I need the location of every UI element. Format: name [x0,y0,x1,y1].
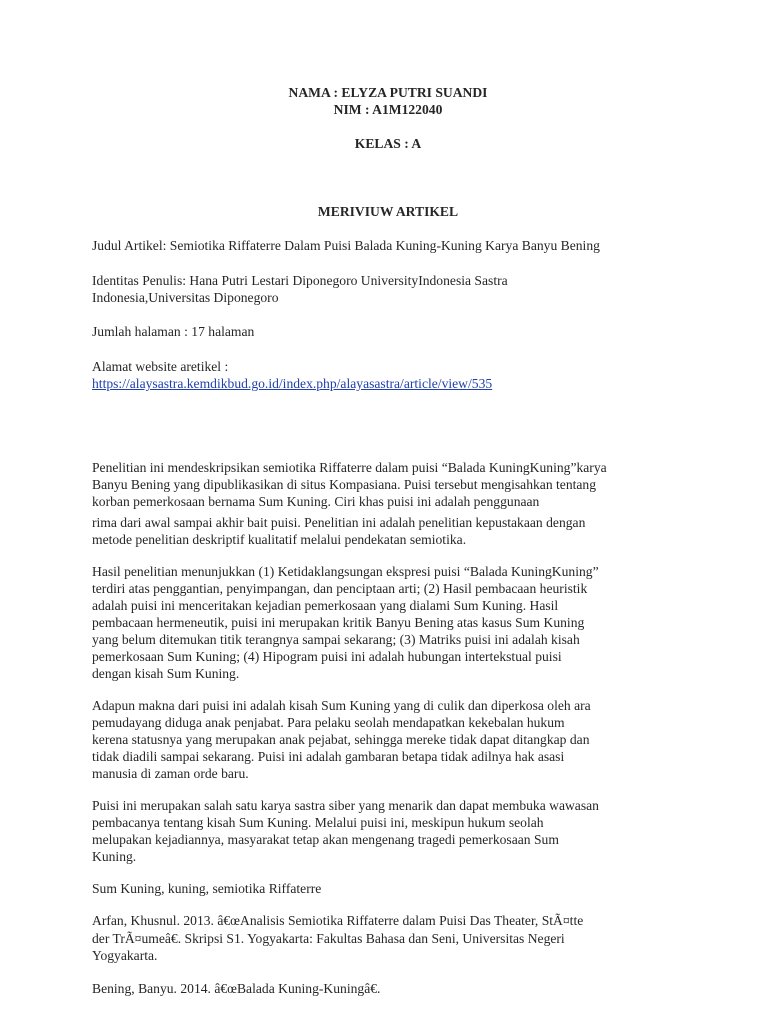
paragraph-2-line: pembacaan hermeneutik, puisi ini merupakan kritik Banyu Bening atas kasus Sum Kuning [92,615,585,630]
paragraph-1-line: metode penelitian deskriptif kualitatif melalui pendekatan semiotika. [92,532,467,547]
paragraph-4-line: Kuning. [92,849,137,864]
paragraph-3-line: tidak diadili sampai sekarang. Puisi ini adalah gambaran betapa tidak adilnya hak asasi [92,749,565,764]
student-class: KELAS : A [354,136,422,151]
paragraph-1-line: Banyu Bening yang dipublikasikan di situs Kompasiana. Puisi tersebut mengisahkan tentang [92,477,597,492]
reference-1-line: Yogyakarta. [92,948,158,963]
paragraph-1-line: Penelitian ini mendeskripsikan semiotika Riffaterre dalam puisi “Balada KuningKuning”karya [92,460,607,475]
paragraph-3-line: Adapun makna dari puisi ini adalah kisah Sum Kuning yang di culik dan diperkosa oleh ara [92,698,591,713]
author-identity-line2: Indonesia,Universitas Diponegoro [92,290,279,305]
article-link[interactable]: https://alaysastra.kemdikbud.go.id/index.php/alayasastra/article/view/535 [92,376,493,391]
keywords: Sum Kuning, kuning, semiotika Riffaterre [92,881,322,896]
paragraph-4-line: pembacanya tentang kisah Sum Kuning. Melalui puisi ini, meskipun hukum seolah [92,815,544,830]
paragraph-2-line: yang belum ditemukan titik terangnya sampai sekarang; (3) Matriks puisi ini adalah kisah [92,632,580,647]
paragraph-1-line: korban pemerkosaan bernama Sum Kuning. Ciri khas puisi ini adalah penggunaan [92,494,540,509]
paragraph-3-line: manusia di zaman orde baru. [92,766,249,781]
paragraph-2-line: Hasil penelitian menunjukkan (1) Ketidaklangsungan ekspresi puisi “Balada KuningKuning” [92,564,599,579]
page-count: Jumlah halaman : 17 halaman [92,324,255,339]
paragraph-2-line: dengan kisah Sum Kuning. [92,666,240,681]
paragraph-2-line: adalah puisi ini menceritakan kejadian pemerkosaan yang dialami Sum Kuning. Hasil [92,598,559,613]
author-identity-line1: Identitas Penulis: Hana Putri Lestari Diponegoro UniversityIndonesia Sastra [92,273,508,288]
student-name: NAMA : ELYZA PUTRI SUANDI [288,85,488,100]
paragraph-4-line: melupakan kejadiannya, masyarakat tetap akan mengenang tragedi pemerkosaan Sum [92,832,559,847]
paragraph-2-line: pemerkosaan Sum Kuning; (4) Hipogram puisi ini adalah hubungan intertekstual puisi [92,649,562,664]
paragraph-3-line: pemudayang diduga anak penjabat. Para pelaku seolah mendapatkan kekebalan hukum [92,715,565,730]
reference-1-line: der TrÃ¤umeâ€. Skripsi S1. Yogyakarta: Fakultas Bahasa dan Seni, Universitas Negeri [92,931,565,946]
website-label: Alamat website aretikel : [92,359,229,374]
reference-2: Bening, Banyu. 2014. â€œBalada Kuning-Kuningâ€. [92,981,381,996]
reference-1-line: Arfan, Khusnul. 2013. â€œAnalisis Semiotika Riffaterre dalam Puisi Das Theater, StÃ¤tte [92,913,584,928]
article-title: Judul Artikel: Semiotika Riffaterre Dalam Puisi Balada Kuning-Kuning Karya Banyu Bening [92,238,600,253]
paragraph-3-line: kerena statusnya yang merupakan anak pejabat, sehingga mereke tidak dapat ditangkap dan [92,732,590,747]
paragraph-4-line: Puisi ini merupakan salah satu karya sastra siber yang menarik dan dapat membuka wawasan [92,798,599,813]
page-title: MERIVIUW ARTIKEL [317,204,459,219]
paragraph-1-line: rima dari awal sampai akhir bait puisi. Penelitian ini adalah penelitian kepustakaan dengan [92,515,586,530]
student-nim: NIM : A1M122040 [333,102,443,117]
paragraph-2-line: terdiri atas penggantian, penyimpangan, dan penciptaan arti; (2) Hasil pembacaan heuristik [92,581,588,596]
